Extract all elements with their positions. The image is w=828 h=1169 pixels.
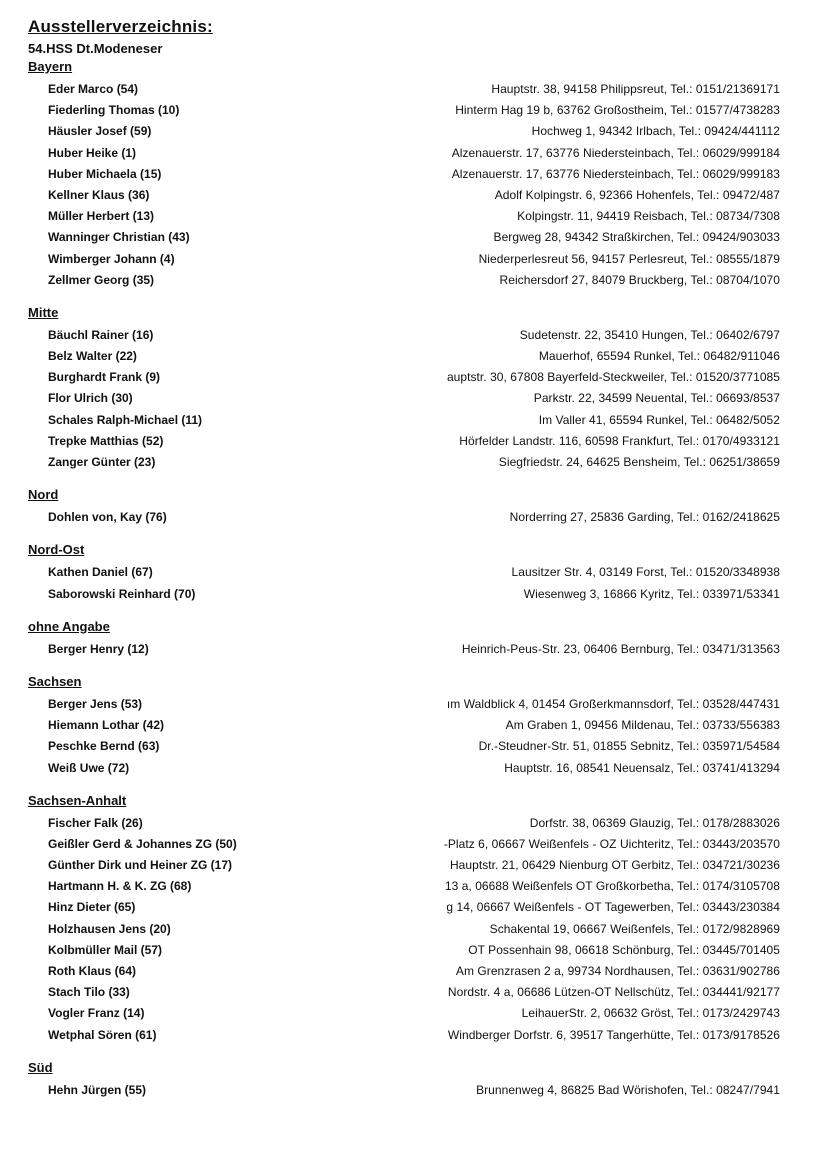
exhibitor-name: Günther Dirk und Heiner ZG (17) xyxy=(48,858,233,873)
exhibitor-name: Berger Jens (53) xyxy=(48,696,143,711)
exhibitor-address: Hochweg 1, 94342 Irlbach, Tel.: 09424/441112 xyxy=(531,124,780,139)
exhibitor-row xyxy=(28,562,780,583)
region-heading: Sachsen-Anhalt xyxy=(28,792,127,808)
exhibitor-row xyxy=(28,758,780,779)
exhibitor-address: Am Graben 1, 09456 Mildenau, Tel.: 03733/556383 xyxy=(505,718,780,733)
exhibitor-name: Roth Klaus (64) xyxy=(48,964,137,978)
exhibitor-name: Belz Walter (22) xyxy=(48,349,137,364)
region-section xyxy=(28,486,780,528)
exhibitor-name: Flor Ulrich (30) xyxy=(48,391,133,406)
exhibitor-address: Bergweg 28, 94342 Straßkirchen, Tel.: 09424/903033 xyxy=(493,230,780,245)
region-heading: Sachsen xyxy=(28,673,82,689)
exhibitor-address: Wiesenweg 3, 16866 Kyritz, Tel.: 033971/53341 xyxy=(523,586,780,601)
exhibitor-address: Mauerhof, 65594 Runkel, Tel.: 06482/911046 xyxy=(538,349,780,364)
exhibitor-address: Alzenauerstr. 17, 63776 Niedersteinbach, Tel.: 06029/999184 xyxy=(451,145,780,160)
exhibitor-address: Schakental 19, 06667 Weißenfels, Tel.: 0172/9828969 xyxy=(489,921,780,936)
exhibitor-address: OT Possenhain 98, 06618 Schönburg, Tel.: 03445/701405 xyxy=(468,942,780,957)
exhibitor-name: Hehn Jürgen (55) xyxy=(48,1082,147,1097)
exhibitor-row xyxy=(28,919,780,940)
exhibitor-directory-page xyxy=(28,16,780,1114)
exhibitor-name: Zellmer Georg (35) xyxy=(48,272,155,287)
exhibitor-address: Alzenauerstr. 17, 63776 Niedersteinbach, Tel.: 06029/999183 xyxy=(451,166,780,181)
exhibitor-row xyxy=(28,121,780,142)
exhibitor-name: Wanninger Christian (43) xyxy=(48,230,190,245)
exhibitor-address: Hinterm Hag 19 b, 63762 Großostheim, Tel.: 01577/4738283 xyxy=(455,103,780,118)
exhibitor-row xyxy=(28,897,780,918)
exhibitor-name: Dohlen von, Kay (76) xyxy=(48,510,167,525)
exhibitor-row xyxy=(28,143,780,164)
exhibitor-address: Hörfelder Landstr. 116, 60598 Frankfurt, Tel.: 0170/4933121 xyxy=(459,433,780,448)
exhibitor-name: Wetphal Sören (61) xyxy=(48,1027,157,1042)
exhibitor-name: Hinz Dieter (65) xyxy=(48,900,136,915)
exhibitor-name: Holzhausen Jens (20) xyxy=(48,921,171,936)
exhibitor-address: Norderring 27, 25836 Garding, Tel.: 0162/2418625 xyxy=(509,510,780,525)
exhibitor-address: Parkstr. 22, 34599 Neuental, Tel.: 06693/8537 xyxy=(533,391,780,406)
region-section xyxy=(28,541,780,604)
exhibitor-address: Brunnenweg 4, 86825 Bad Wörishofen, Tel.: 08247/7941 xyxy=(476,1082,780,1097)
exhibitor-name: Hiemann Lothar (42) xyxy=(48,718,165,733)
region-heading: Bayern xyxy=(28,59,73,74)
exhibitor-name: Zanger Günter (23) xyxy=(48,455,156,469)
exhibitor-name: Hartmann H. & K. ZG (68) xyxy=(48,879,192,894)
exhibitor-name: Fischer Falk (26) xyxy=(48,815,143,830)
exhibitor-name: Bäuchl Rainer (16) xyxy=(48,327,154,342)
exhibitor-name: Müller Herbert (13) xyxy=(48,209,155,224)
exhibitor-address: Kolpingstr. 11, 94419 Reisbach, Tel.: 08734/7308 xyxy=(517,209,780,224)
exhibitor-row xyxy=(28,346,780,367)
exhibitor-address: 13 a, 06688 Weißenfels OT Großkorbetha, Tel.: 0174/3105708 xyxy=(444,879,780,894)
exhibitor-name: Burghardt Frank (9) xyxy=(48,370,161,385)
exhibitor-row xyxy=(28,584,780,605)
region-section xyxy=(28,673,780,779)
exhibitor-name: Trepke Matthias (52) xyxy=(48,433,164,448)
exhibitor-row xyxy=(28,736,780,757)
exhibitor-address: Siegfriedstr. 24, 64625 Bensheim, Tel.: 06251/38659 xyxy=(498,455,780,469)
region-heading: Süd xyxy=(28,1059,53,1075)
exhibitor-row xyxy=(28,961,780,982)
region-section xyxy=(28,58,780,291)
exhibitor-row xyxy=(28,206,780,227)
region-section xyxy=(28,304,780,473)
region-sections xyxy=(28,58,780,1101)
exhibitor-row xyxy=(28,855,780,876)
exhibitor-row xyxy=(28,940,780,961)
exhibitor-name: Kathen Daniel (67) xyxy=(48,565,153,580)
exhibitor-row xyxy=(28,694,780,715)
exhibitor-row xyxy=(28,270,780,291)
exhibitor-name: Geißler Gerd & Johannes ZG (50) xyxy=(48,836,237,851)
exhibitor-address: Windberger Dorfstr. 6, 39517 Tangerhütte, Tel.: 0173/9178526 xyxy=(447,1027,780,1042)
exhibitor-name: Eder Marco (54) xyxy=(48,82,139,96)
region-section xyxy=(28,792,780,1046)
exhibitor-row xyxy=(28,452,780,473)
exhibitor-name: Fiederling Thomas (10) xyxy=(48,103,180,118)
exhibitor-row xyxy=(28,715,780,736)
exhibitor-row xyxy=(28,367,780,388)
exhibitor-row xyxy=(28,164,780,185)
exhibitor-row xyxy=(28,1003,780,1024)
exhibitor-address: Heinrich-Peus-Str. 23, 06406 Bernburg, Tel.: 03471/313563 xyxy=(461,641,780,656)
exhibitor-address: auptstr. 30, 67808 Bayerfeld-Steckweiler, Tel.: 01520/3771085 xyxy=(446,370,780,385)
exhibitor-name: Vogler Franz (14) xyxy=(48,1006,145,1021)
exhibitor-address: g 14, 06667 Weißenfels - OT Tagewerben, Tel.: 03443/230384 xyxy=(446,900,780,915)
exhibitor-name: Kolbmüller Mail (57) xyxy=(48,942,163,957)
exhibitor-address: Reichersdorf 27, 84079 Bruckberg, Tel.: 08704/1070 xyxy=(499,272,780,287)
exhibitor-address: Hauptstr. 21, 06429 Nienburg OT Gerbitz, Tel.: 034721/30236 xyxy=(449,858,780,873)
exhibitor-row xyxy=(28,185,780,206)
exhibitor-address: Hauptstr. 16, 08541 Neuensalz, Tel.: 03741/413294 xyxy=(504,760,780,775)
exhibitor-address: Adolf Kolpingstr. 6, 92366 Hohenfels, Tel.: 09472/487 xyxy=(494,187,780,202)
exhibitor-address: Hauptstr. 38, 94158 Philippsreut, Tel.: 0151/21369171 xyxy=(491,82,780,96)
region-heading: Mitte xyxy=(28,304,59,320)
exhibitor-name: Schales Ralph-Michael (11) xyxy=(48,412,203,427)
exhibitor-row xyxy=(28,834,780,855)
exhibitor-name: Peschke Bernd (63) xyxy=(48,739,160,754)
exhibitor-address: ım Waldblick 4, 01454 Großerkmannsdorf, Tel.: 03528/447431 xyxy=(446,696,780,711)
exhibitor-row xyxy=(28,325,780,346)
exhibitor-address: Niederperlesreut 56, 94157 Perlesreut, Tel.: 08555/1879 xyxy=(478,251,780,266)
exhibitor-address: Nordstr. 4 a, 06686 Lützen-OT Nellschütz, Tel.: 034441/92177 xyxy=(447,985,780,1000)
exhibitor-address: Lausitzer Str. 4, 03149 Forst, Tel.: 01520/3348938 xyxy=(511,565,780,580)
region-section xyxy=(28,618,780,660)
exhibitor-address: -Platz 6, 06667 Weißenfels - OZ Uichteritz, Tel.: 03443/203570 xyxy=(443,836,780,851)
region-heading: Nord xyxy=(28,487,59,503)
region-section xyxy=(28,1059,780,1101)
exhibitor-row xyxy=(28,388,780,409)
exhibitor-row xyxy=(28,1080,780,1101)
region-heading: Nord-Ost xyxy=(28,542,85,558)
exhibitor-row xyxy=(28,100,780,121)
exhibitor-address: Dorfstr. 38, 06369 Glauzig, Tel.: 0178/2883026 xyxy=(529,815,780,830)
exhibitor-name: Stach Tilo (33) xyxy=(48,985,130,1000)
exhibitor-name: Weiß Uwe (72) xyxy=(48,760,130,775)
document-title: Ausstellerverzeichnis: xyxy=(28,17,213,36)
exhibitor-name: Berger Henry (12) xyxy=(48,641,149,656)
exhibitor-row xyxy=(28,982,780,1003)
exhibitor-row xyxy=(28,639,780,660)
exhibitor-row xyxy=(28,249,780,270)
exhibitor-row xyxy=(28,876,780,897)
exhibitor-row xyxy=(28,79,780,100)
exhibitor-address: Dr.-Steudner-Str. 51, 01855 Sebnitz, Tel.: 035971/54584 xyxy=(478,739,780,754)
exhibitor-name: Saborowski Reinhard (70) xyxy=(48,586,196,601)
document-subtitle: 54.HSS Dt.Modeneser xyxy=(28,41,163,56)
exhibitor-row xyxy=(28,410,780,431)
exhibitor-name: Kellner Klaus (36) xyxy=(48,187,150,202)
exhibitor-row xyxy=(28,507,780,528)
exhibitor-address: Am Grenzrasen 2 a, 99734 Nordhausen, Tel.: 03631/902786 xyxy=(455,964,780,978)
exhibitor-name: Wimberger Johann (4) xyxy=(48,251,175,266)
exhibitor-row xyxy=(28,431,780,452)
exhibitor-row xyxy=(28,1025,780,1046)
exhibitor-name: Huber Heike (1) xyxy=(48,145,137,160)
exhibitor-address: LeihauerStr. 2, 06632 Gröst, Tel.: 0173/2429743 xyxy=(521,1006,780,1021)
exhibitor-address: Im Valler 41, 65594 Runkel, Tel.: 06482/5052 xyxy=(538,412,780,427)
exhibitor-address: Sudetenstr. 22, 35410 Hungen, Tel.: 06402/6797 xyxy=(519,327,780,342)
exhibitor-name: Häusler Josef (59) xyxy=(48,124,152,139)
exhibitor-row xyxy=(28,813,780,834)
exhibitor-name: Huber Michaela (15) xyxy=(48,166,162,181)
exhibitor-row xyxy=(28,227,780,248)
region-heading: ohne Angabe xyxy=(28,618,110,634)
